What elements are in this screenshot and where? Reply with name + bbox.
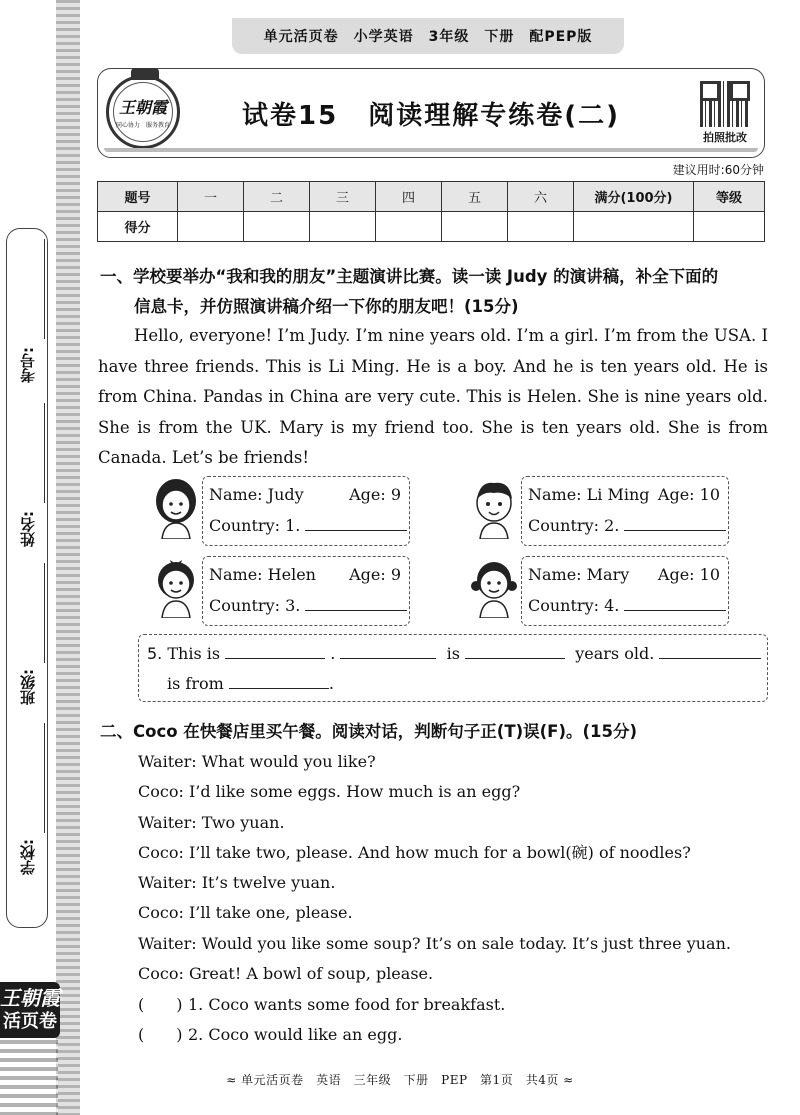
age-blank[interactable] [465, 641, 565, 659]
side-logo-line1: 王朝霞 [0, 986, 60, 1010]
side-logo-line2: 活页卷 [3, 1011, 57, 1032]
answer-paren-1[interactable]: ( ) [138, 995, 183, 1014]
score-cell: 六 [508, 182, 574, 212]
dialog-line: Waiter: It’s twelve yuan. [138, 873, 336, 893]
answer-paren-2[interactable]: ( ) [138, 1025, 183, 1044]
answer-blank-2[interactable] [624, 513, 726, 531]
girl-mary-icon [470, 556, 518, 618]
pronoun-blank-2[interactable] [659, 641, 761, 659]
score-table [97, 181, 765, 242]
dialogue [138, 747, 758, 989]
class-line[interactable] [44, 563, 45, 663]
pronoun-blank[interactable] [340, 641, 436, 659]
page-footer: ≈ 单元活页卷 英语 三年级 下册 PEP 第1页 共4页 ≈ [226, 1073, 574, 1087]
school-line[interactable] [44, 723, 45, 833]
section1-title-line1: 一、学校要举办“我和我的朋友”主题演讲比赛。读一读 Judy 的演讲稿，补全下面的 [100, 267, 719, 286]
score-cell: 四 [376, 182, 442, 212]
card-country: Country: 2. [528, 516, 620, 535]
info-card-liming [521, 476, 729, 546]
seal-text: 王朝霞 [118, 98, 167, 117]
info-card-mary [521, 556, 729, 626]
boy-liming-icon [470, 477, 518, 539]
crown-icon [131, 68, 159, 80]
tf-question-2 [138, 1020, 402, 1050]
dialog-line: Waiter: Would you like some soup? It’s on sale today. It’s just three yuan. [138, 933, 731, 953]
card-name: Name: Judy [209, 485, 304, 504]
dialog-line: Coco: I’d like some eggs. How much is an egg? [138, 782, 521, 802]
card-age: Age: 9 [349, 485, 401, 504]
score-input-cell[interactable] [574, 212, 694, 242]
side-brand-logo [0, 982, 60, 1038]
question-text: 1. Coco wants some food for breakfast. [188, 995, 506, 1014]
score-row-label: 得分 [98, 212, 178, 242]
score-input-cell[interactable] [244, 212, 310, 242]
answer-blank-3[interactable] [305, 593, 407, 611]
seal-small-text: 同心协力 服务教育 [115, 122, 170, 129]
girl-helen-icon [152, 556, 200, 618]
suggested-time: 建议用时:60分钟 [672, 163, 764, 177]
card-age: Age: 10 [657, 485, 720, 504]
title-name: 阅读理解专练卷(二) [368, 101, 620, 131]
card-country: Country: 4. [528, 596, 620, 615]
info-card-judy [202, 476, 410, 546]
dialog-line: Coco: Great! A bowl of soup, please. [138, 964, 434, 984]
title-number: 试卷15 [242, 101, 339, 131]
text-this-is: This is [167, 644, 221, 663]
card-age: Age: 9 [349, 565, 401, 584]
dialog-line: Waiter: Two yuan. [138, 812, 285, 832]
qr-code-icon[interactable] [700, 81, 750, 127]
score-cell: 一 [178, 182, 244, 212]
score-input-cell[interactable] [310, 212, 376, 242]
score-cell: 三 [310, 182, 376, 212]
score-input-cell[interactable] [694, 212, 765, 242]
title-box [97, 68, 765, 158]
text-is-from: is from [167, 674, 224, 693]
dialog-line: Coco: I’ll take one, please. [138, 903, 353, 923]
card-age: Age: 10 [657, 565, 720, 584]
text-is: is [446, 644, 460, 663]
card-name: Name: Mary [528, 565, 630, 584]
card-name: Name: Li Ming [528, 485, 650, 504]
card-name: Name: Helen [209, 565, 316, 584]
country-blank[interactable] [229, 671, 329, 689]
question-text: 2. Coco would like an egg. [188, 1025, 403, 1044]
section1-title-line2: 信息卡，并仿照演讲稿介绍一下你的朋友吧！(15分) [134, 297, 519, 316]
score-cell: 满分(100分) [574, 182, 694, 212]
section2-title: 二、Coco 在快餐店里买午餐。阅读对话，判断句子正(T)误(F)。(15分) [100, 722, 638, 741]
text-years-old: years old. [575, 644, 655, 663]
score-table-header-row [98, 182, 765, 212]
class-label: 班级: [19, 669, 37, 705]
school-label: 学校: [19, 839, 37, 875]
binding-edge [56, 0, 80, 1115]
qr-label: 拍照批改 [703, 131, 747, 144]
speech-passage: Hello, everyone! I’m Judy. I’m nine years old. I’m a girl. I’m from the USA. I have three friends. This is Li Ming. He is a boy. And he is ten years old. He is from China. Pandas in China are very cute. This is Helen. She is nine years old. She is from the UK. Mary is my friend too. She is ten years old. She is from Canada. Let’s be friends! [98, 326, 768, 467]
item-number: 5. [147, 644, 163, 663]
exam-number-label: 考号: [19, 347, 37, 383]
score-input-cell[interactable] [442, 212, 508, 242]
section1-title [100, 262, 770, 322]
score-cell: 等级 [694, 182, 765, 212]
score-cell: 五 [442, 182, 508, 212]
name-line[interactable] [44, 403, 45, 503]
score-input-cell[interactable] [376, 212, 442, 242]
friend-name-blank[interactable] [225, 641, 325, 659]
score-cell: 题号 [98, 182, 178, 212]
score-cell: 二 [244, 182, 310, 212]
text-dot: . [330, 644, 336, 663]
info-card-helen [202, 556, 410, 626]
score-table-score-row [98, 212, 765, 242]
student-info-panel [6, 228, 48, 928]
card-country: Country: 3. [209, 596, 301, 615]
dialog-line: Waiter: What would you like? [138, 752, 376, 771]
tf-question-1 [138, 990, 505, 1020]
page-title [98, 95, 764, 132]
girl-judy-icon [152, 477, 200, 539]
card-country: Country: 1. [209, 516, 301, 535]
dialog-line: Coco: I’ll take two, please. And how much for a bowl(碗) of noodles? [138, 842, 691, 862]
score-input-cell[interactable] [508, 212, 574, 242]
answer-blank-1[interactable] [305, 513, 407, 531]
text-end: . [328, 674, 334, 693]
score-input-cell[interactable] [178, 212, 244, 242]
exam-number-line[interactable] [44, 239, 45, 339]
name-label: 姓名: [19, 511, 37, 547]
series-band: 单元活页卷 小学英语 3年级 下册 配PEP版 [232, 18, 624, 54]
intro-sentence-box [138, 634, 768, 702]
answer-blank-4[interactable] [624, 593, 726, 611]
